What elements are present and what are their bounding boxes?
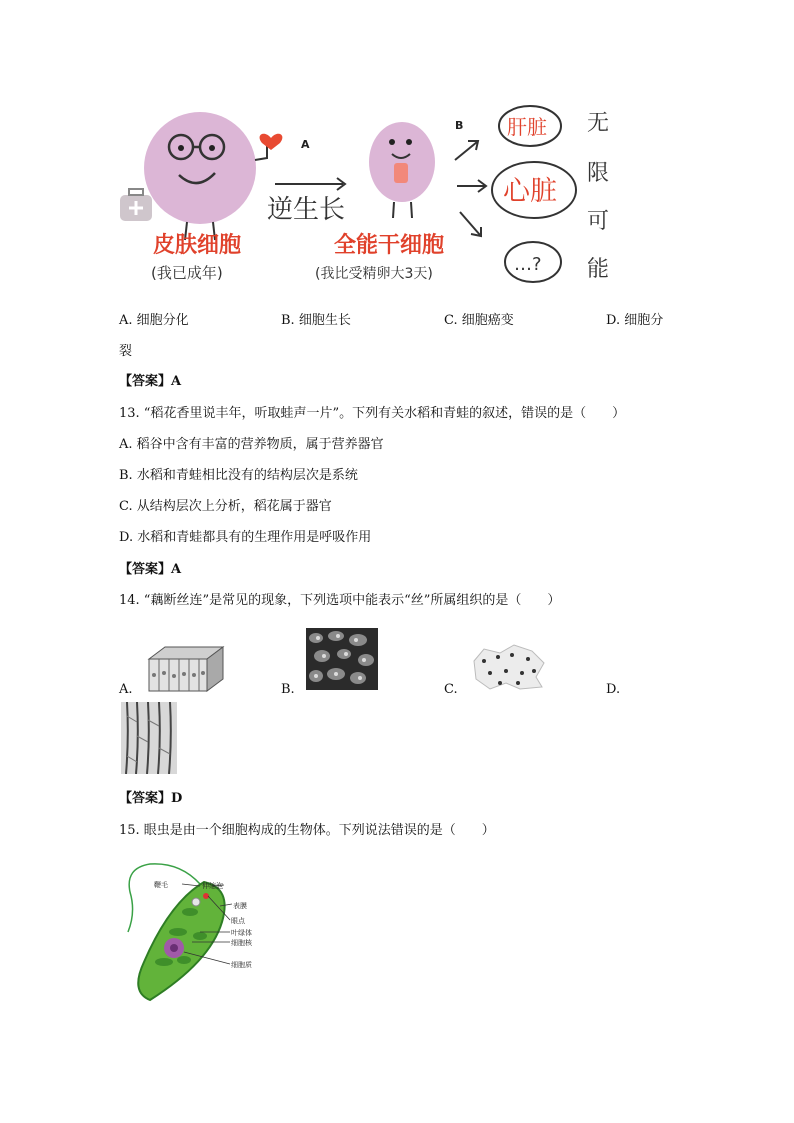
label-nucleus: 细胞核 [231, 939, 252, 947]
label-flagellum: 鞭毛 [154, 881, 168, 889]
q14-label-b: B. [281, 682, 295, 697]
q12-answer: 【答案】A [119, 374, 182, 389]
label-chloroplast: 叶绿体 [231, 929, 252, 937]
organ-unknown: …? [514, 254, 542, 275]
q12-option-c: C. 细胞癌变 [444, 313, 514, 328]
stem-cell-note: (我比受精卵大3天) [315, 266, 433, 282]
q13-answer: 【答案】A [119, 562, 182, 577]
label-cytoplasm: 细胞质 [231, 961, 252, 969]
q12-option-wrap: 裂 [119, 344, 133, 359]
tissue-image-b [306, 628, 378, 690]
q14-answer: 【答案】D [119, 791, 183, 806]
organ-heart: 心脏 [503, 176, 557, 207]
skin-cell-character [120, 112, 267, 240]
side-text-3: 可 [587, 209, 610, 234]
q14-label-c: C. [444, 682, 458, 697]
arrow-text: 逆生长 [267, 195, 346, 225]
q13-option-a: A. 稻谷中含有丰富的营养物质，属于营养器官 [119, 437, 384, 452]
q14-label-d: D. [606, 682, 621, 697]
label-eyespot: 眼点 [231, 917, 245, 925]
q13-option-c: C. 从结构层次上分析，稻花属于器官 [119, 499, 332, 514]
q13-stem: 13. “稻花香里说丰年，听取蛙声一片”。下列有关水稻和青蛙的叙述，错误的是（ ） [119, 406, 626, 421]
side-text-1: 无 [587, 111, 610, 136]
q14-label-a: A. [119, 682, 133, 697]
side-text-2: 限 [587, 161, 610, 186]
cell-regrowth-illustration [115, 100, 625, 290]
q15-stem: 15. 眼虫是由一个细胞构成的生物体。下列说法错误的是（ ） [119, 823, 495, 838]
tissue-image-d [121, 702, 177, 774]
tissue-image-a [145, 643, 225, 693]
stem-cell-character [369, 122, 435, 218]
q13-option-b: B. 水稻和青蛙相比没有的结构层次是系统 [119, 468, 358, 483]
label-contractile-vacuole: 伸缩泡 [202, 882, 223, 890]
skin-cell-name: 皮肤细胞 [153, 233, 242, 258]
euglena-diagram [120, 852, 280, 1002]
q13-option-d: D. 水稻和青蛙都具有的生理作用是呼吸作用 [119, 530, 372, 545]
q14-stem: 14. “藕断丝连”是常见的现象，下列选项中能表示“丝”所属组织的是（ ） [119, 593, 561, 608]
branch-arrows [455, 141, 486, 236]
stem-cell-name: 全能干细胞 [334, 233, 445, 258]
label-a: A [301, 138, 310, 151]
q12-option-d: D. 细胞分 [606, 313, 664, 328]
side-text-4: 能 [587, 257, 610, 282]
q12-option-b: B. 细胞生长 [281, 313, 351, 328]
label-pellicle: 表膜 [233, 902, 247, 910]
label-b: B [455, 119, 464, 132]
tissue-image-c [470, 643, 546, 691]
heart-icon [260, 134, 283, 150]
q12-option-a: A. 细胞分化 [119, 313, 189, 328]
skin-cell-note: (我已成年) [151, 264, 223, 282]
organ-liver: 肝脏 [507, 115, 547, 139]
